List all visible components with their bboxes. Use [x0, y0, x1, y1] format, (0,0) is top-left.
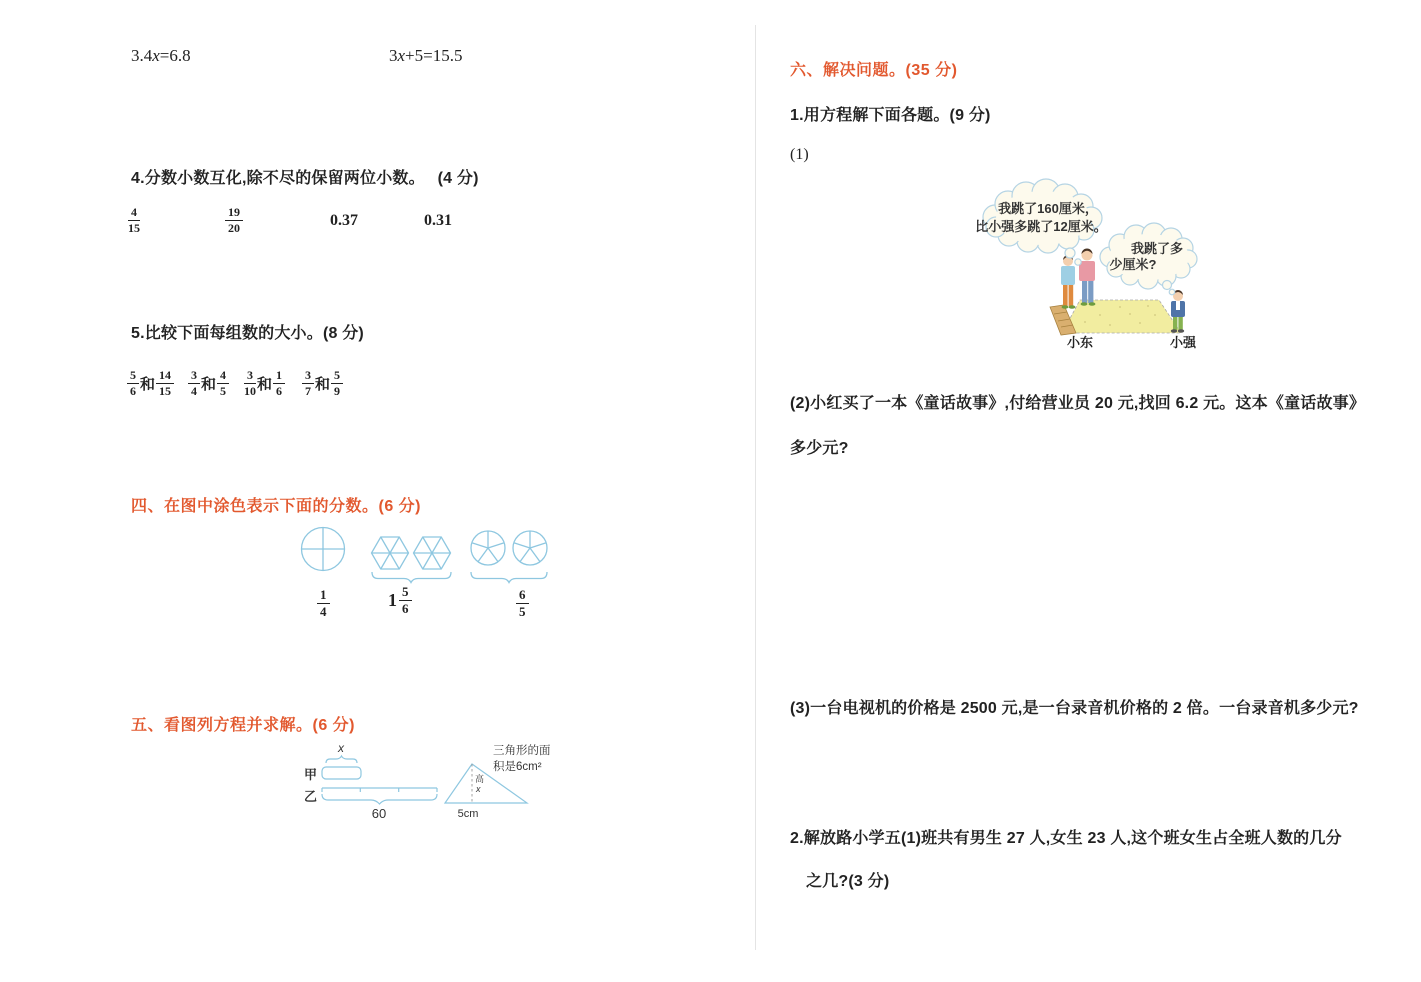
hexagon-sixths-shape-2	[414, 537, 451, 569]
shape-fraction-label-1	[317, 588, 330, 618]
bubble-right-text-line1: 我跳了多	[1130, 241, 1184, 256]
circle-fifths-shape-2	[513, 531, 547, 565]
equation-2	[389, 46, 462, 66]
question-1-2-line1: (2)小红买了一本《童话故事》,付给营业员 20 元,找回 6.2 元。这本《童话故事》	[790, 395, 1366, 412]
x-label: x	[338, 741, 344, 755]
fraction-denominator: 6	[402, 600, 409, 616]
fraction-denominator: 4	[320, 603, 327, 619]
bubble-left-text-line2: 比小强多跳了12厘米。	[975, 219, 1107, 234]
question-2-line1: 2.解放路小学五(1)班共有男生 27 人,女生 23 人,这个班女生占全班人数的几分	[790, 830, 1342, 847]
triangle-area-text-line1: 三角形的面	[493, 745, 551, 757]
height-label-top: 高	[475, 774, 485, 784]
fraction-denominator: 15	[128, 220, 140, 235]
fraction-numerator: 1	[317, 588, 330, 604]
brace-under-hexagons	[372, 572, 451, 583]
equation-2-rhs: +5=15.5	[405, 46, 463, 65]
fraction-numerator: 5	[331, 369, 343, 384]
fraction-numerator: 5	[399, 585, 412, 601]
shape-fraction-label-2	[388, 585, 412, 615]
bar-a	[322, 767, 361, 779]
and-label: 和	[315, 375, 331, 393]
circle-quarters-shape	[302, 528, 345, 571]
fraction-numerator: 6	[516, 588, 529, 604]
fraction-numerator: 19	[225, 206, 243, 221]
fraction-numerator: 4	[217, 369, 229, 384]
triangle-area-text-line2: 积是6cm²	[493, 761, 542, 773]
question-4-fraction-2	[225, 206, 243, 234]
bubble-right-text-line2: 少厘米?	[1109, 257, 1157, 272]
question-4-decimal-1: 0.37	[330, 212, 358, 229]
brace-under-circles	[471, 572, 547, 583]
question-1-heading: 1.用方程解下面各题。(9 分)	[790, 107, 991, 124]
fraction-denominator: 20	[228, 220, 240, 235]
base-5cm-label: 5cm	[457, 808, 479, 820]
sand-pit	[1062, 300, 1181, 333]
question-4-heading: 4.分数小数互化,除不尽的保留两位小数。 (4 分)	[131, 170, 479, 187]
brace-over-x	[326, 756, 357, 763]
bar-a-label: 甲	[304, 767, 318, 782]
equation-2-coeff: 3	[389, 46, 398, 65]
equation-2-variable: x	[397, 46, 406, 65]
fraction-denominator: 9	[334, 383, 341, 398]
question-4-fraction-1	[128, 206, 140, 234]
total-60-label: 60	[371, 806, 387, 821]
jump-cartoon-figure	[950, 175, 1230, 355]
fraction-numerator: 4	[128, 206, 140, 221]
name-label-xiaodong: 小东	[1066, 335, 1094, 350]
equation-diagram-figure	[300, 740, 560, 835]
height-label-bottom: x	[476, 784, 481, 794]
section-6-heading: 六、解决问题。(35 分)	[790, 62, 958, 79]
shape-fraction-label-3	[516, 588, 529, 618]
fraction-numerator: 3	[302, 369, 314, 384]
fraction-denominator: 5	[519, 603, 526, 619]
fraction-shapes-figure	[290, 520, 580, 590]
and-label: 和	[201, 375, 217, 393]
fraction-denominator: 10	[244, 383, 256, 398]
compare-group-3	[244, 369, 285, 397]
fraction-denominator: 5	[220, 383, 227, 398]
fraction-numerator: 5	[127, 369, 139, 384]
brace-under-bar-b	[322, 794, 437, 804]
column-divider	[755, 25, 756, 950]
compare-group-4	[302, 369, 343, 397]
fraction-numerator: 1	[273, 369, 285, 384]
question-1-3: (3)一台电视机的价格是 2500 元,是一台录音机价格的 2 倍。一台录音机多少元?	[790, 700, 1359, 717]
fraction-denominator: 6	[276, 383, 283, 398]
fraction-denominator: 6	[130, 383, 136, 398]
compare-group-1	[127, 369, 174, 397]
fraction-denominator: 15	[159, 383, 172, 398]
question-2-line2: 之几?(3 分)	[806, 873, 890, 890]
kid-figure-middle	[1079, 249, 1095, 306]
fraction-denominator: 4	[191, 383, 197, 398]
equation-1-variable: x	[152, 46, 160, 65]
circle-fifths-shape-1	[471, 531, 505, 565]
equation-1-rhs: =6.8	[159, 46, 191, 65]
equation-1-coeff: 3.4	[131, 46, 153, 65]
section-4-heading: 四、在图中涂色表示下面的分数。(6 分)	[131, 498, 422, 515]
bubble-left-text-line1: 我跳了160厘米，	[998, 201, 1098, 216]
speech-bubble-right	[1100, 223, 1197, 295]
fraction-denominator: 7	[305, 383, 311, 398]
question-1-2-line2: 多少元?	[790, 440, 849, 457]
fraction-numerator: 3	[188, 369, 200, 384]
question-1-1-label: (1)	[790, 146, 809, 163]
name-label-xiaoqiang: 小强	[1169, 335, 1197, 350]
question-5-heading: 5.比较下面每组数的大小。(8 分)	[131, 325, 364, 342]
question-4-decimal-2: 0.31	[424, 212, 452, 229]
equation-1	[131, 46, 191, 66]
compare-group-2	[188, 369, 229, 397]
fraction-numerator: 3	[244, 369, 256, 384]
kid-figure-left	[1061, 255, 1075, 309]
hexagon-sixths-shape-1	[372, 537, 409, 569]
section-5-heading: 五、看图列方程并求解。(6 分)	[131, 717, 356, 734]
and-label: 和	[257, 375, 273, 393]
mixed-number-whole: 1	[388, 589, 397, 610]
and-label: 和	[140, 375, 156, 393]
fraction-numerator: 14	[156, 369, 174, 384]
bar-b-label: 乙	[304, 789, 318, 804]
